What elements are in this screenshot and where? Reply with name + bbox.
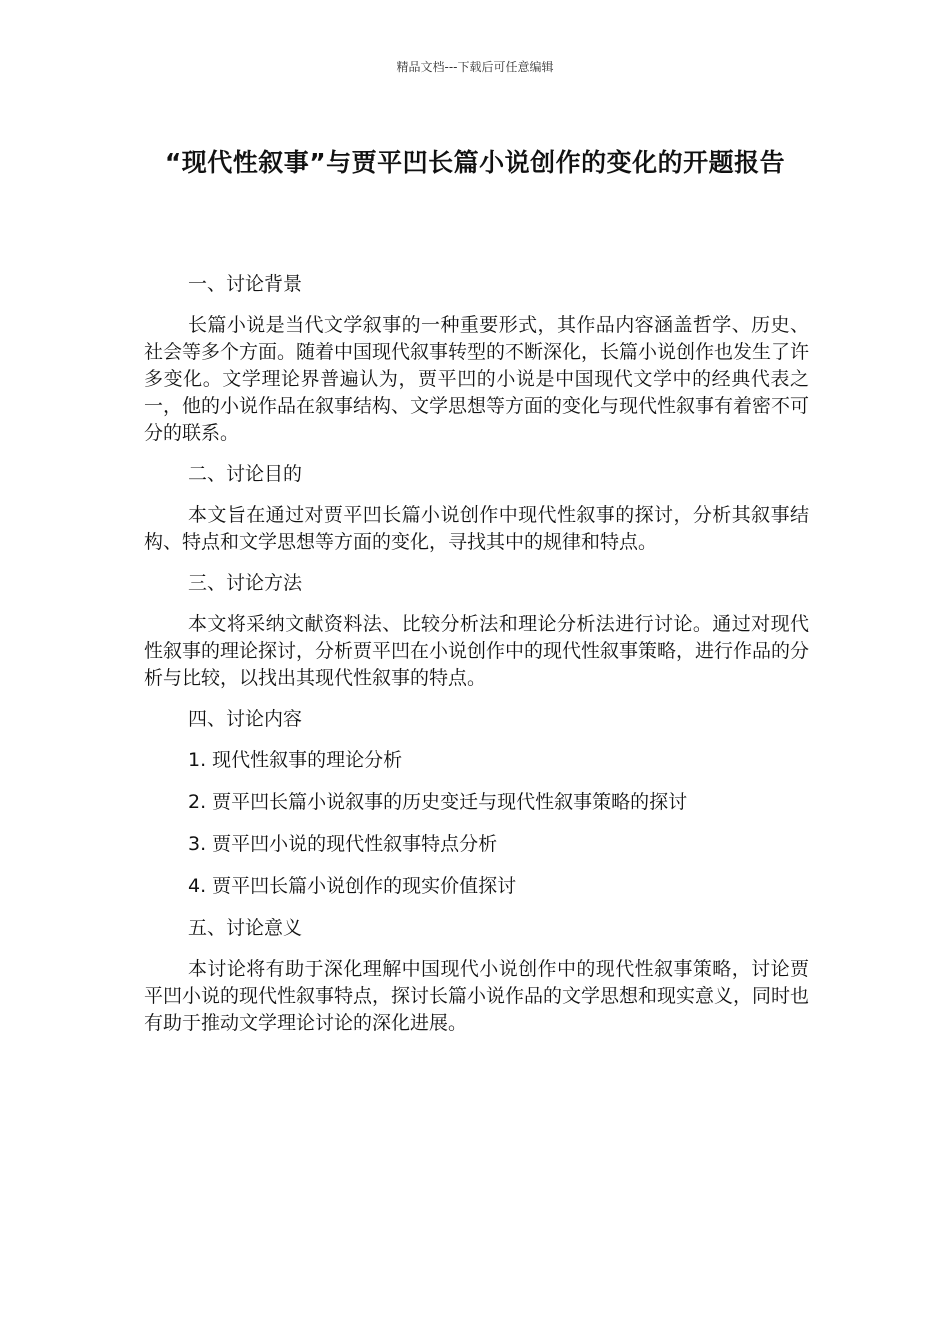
section-heading-content: 四、讨论内容	[188, 708, 303, 730]
content-list-item-4: 4. 贾平凹长篇小说创作的现实价值探讨	[188, 875, 517, 897]
content-list-item-1: 1. 现代性叙事的理论分析	[188, 749, 403, 771]
section-body-significance: 本讨论将有助于深化理解中国现代小说创作中的现代性叙事策略，讨论贾平凹小说的现代性叙事特点，探讨长篇小说作品的文学思想和现实意义，同时也有助于推动文学理论讨论的深化进展。	[144, 958, 810, 1034]
document-body	[144, 271, 809, 1051]
section-heading-method: 三、讨论方法	[188, 572, 303, 594]
header-note: 精品文档---下载后可任意编辑	[396, 60, 554, 74]
section-heading-purpose: 二、讨论目的	[188, 463, 303, 485]
section-heading-background: 一、讨论背景	[188, 273, 303, 295]
document-title: “现代性叙事”与贾平凹长篇小说创作的变化的开题报告	[164, 148, 786, 177]
section-body-purpose: 本文旨在通过对贾平凹长篇小说创作中现代性叙事的探讨，分析其叙事结构、特点和文学思想等方面的变化，寻找其中的规律和特点。	[144, 504, 809, 553]
section-heading-significance: 五、讨论意义	[188, 917, 303, 939]
section-body-method: 本文将采纳文献资料法、比较分析法和理论分析法进行讨论。通过对现代性叙事的理论探讨，分析贾平凹在小说创作中的现代性叙事策略，进行作品的分析与比较，以找出其现代性叙事的特点。	[144, 613, 810, 689]
content-list-item-3: 3. 贾平凹小说的现代性叙事特点分析	[188, 833, 498, 855]
content-list-item-2: 2. 贾平凹长篇小说叙事的历史变迁与现代性叙事策略的探讨	[188, 791, 688, 813]
section-body-background: 长篇小说是当代文学叙事的一种重要形式，其作品内容涵盖哲学、历史、社会等多个方面。随着中国现代叙事转型的不断深化，长篇小说创作也发生了许多变化。文学理论界普遍认为，贾平凹的小说是中国现代文学中的经典代表之一，他的小说作品在叙事结构、文学思想等方面的变化与现代性叙事有着密不可分的联系。	[144, 314, 810, 444]
